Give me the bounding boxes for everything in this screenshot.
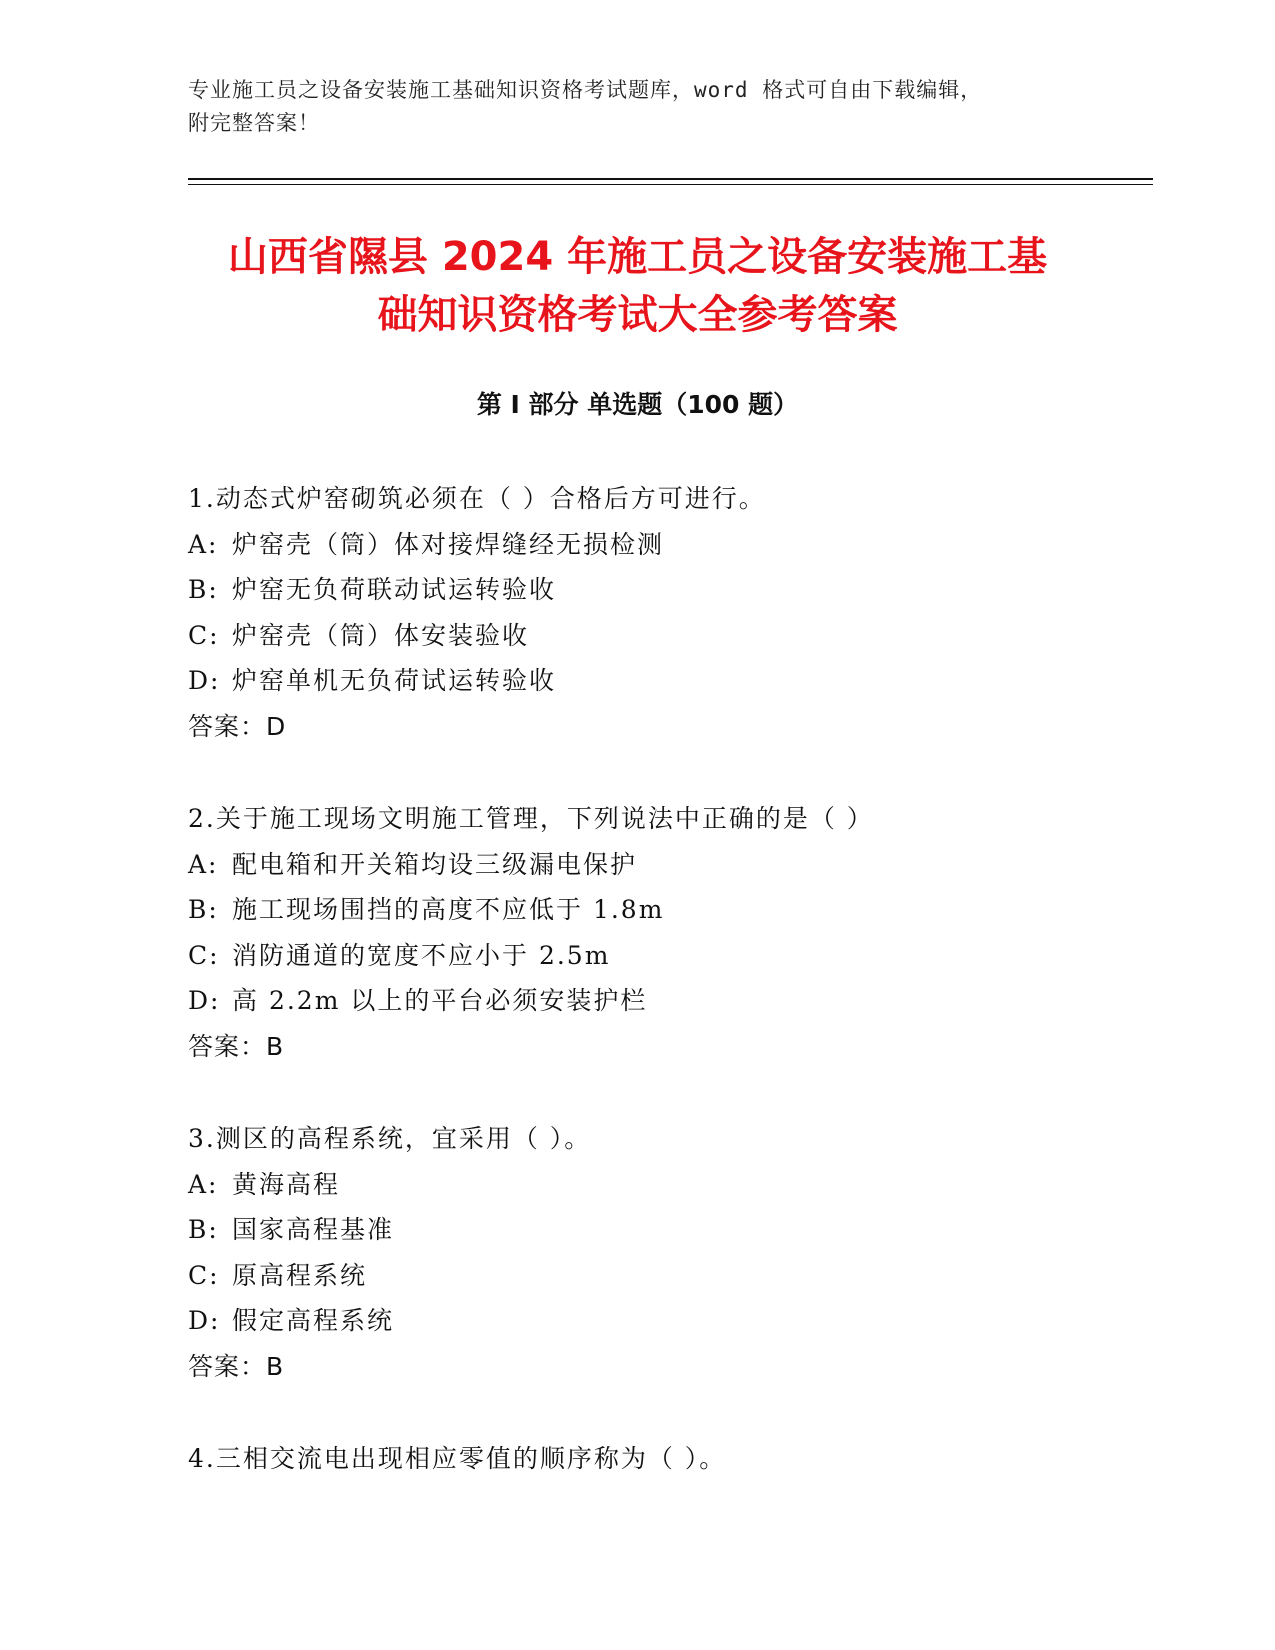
option-a — [188, 1162, 1148, 1208]
answer-label: 答案：D — [188, 711, 287, 741]
header-note-line2: 附完整答案！ — [188, 111, 320, 135]
question-4 — [188, 1436, 1148, 1482]
option-a — [188, 522, 1148, 568]
question-stem: 4.三相交流电出现相应零值的顺序称为（ ）。 — [188, 1444, 727, 1473]
option-text: 炉窑壳（筒）体安装验收 — [232, 620, 530, 650]
answer-label: 答案：B — [188, 1031, 285, 1061]
question-3 — [188, 1116, 1148, 1389]
option-letter: D: — [188, 666, 221, 695]
question-stem: 1.动态式炉窑砌筑必须在（ ）合格后方可进行。 — [188, 484, 766, 513]
option-d — [188, 1298, 1148, 1344]
option-text: 炉窑壳（筒）体对接焊缝经无损检测 — [232, 529, 665, 559]
option-text: 高 2.2m 以上的平台必须安装护栏 — [232, 986, 648, 1015]
option-letter: A: — [188, 1169, 219, 1199]
title-line1: 山西省隰县 2024 年施工员之设备安装施工基 — [227, 234, 1048, 280]
option-text: 国家高程基准 — [232, 1215, 395, 1244]
header-note-line1: 专业施工员之设备安装施工基础知识资格考试题库，word 格式可自由下载编辑， — [188, 78, 983, 102]
section-heading: 第 I 部分 单选题（100 题） — [476, 390, 799, 419]
option-letter: B: — [188, 575, 219, 604]
option-text: 配电箱和开关箱均设三级漏电保护 — [232, 849, 638, 879]
option-d — [188, 978, 1148, 1024]
document-title — [150, 228, 1125, 344]
question-stem: 3.测区的高程系统，宜采用（ ）。 — [188, 1124, 592, 1153]
option-letter: D: — [188, 986, 221, 1015]
header-rule-thick — [188, 178, 1153, 180]
option-letter: B: — [188, 895, 219, 924]
header-rule-thin — [188, 184, 1153, 185]
option-text: 炉窑单机无负荷试运转验收 — [232, 666, 557, 695]
question-2 — [188, 796, 1148, 1069]
question-1 — [188, 476, 1148, 749]
option-c — [188, 613, 1148, 659]
option-text: 假定高程系统 — [232, 1306, 395, 1335]
option-text: 炉窑无负荷联动试运转验收 — [232, 575, 557, 604]
option-letter: C: — [188, 620, 220, 650]
header-note — [188, 74, 1088, 140]
question-list — [188, 476, 1148, 1529]
option-letter: B: — [188, 1215, 219, 1244]
option-letter: A: — [188, 849, 219, 879]
option-letter: C: — [188, 1260, 220, 1290]
option-c — [188, 1253, 1148, 1299]
title-line2: 础知识资格考试大全参考答案 — [377, 292, 898, 338]
option-b — [188, 1207, 1148, 1253]
option-text: 施工现场围挡的高度不应低于 1.8m — [232, 895, 665, 924]
option-b — [188, 567, 1148, 613]
option-letter: A: — [188, 529, 219, 559]
option-d — [188, 658, 1148, 704]
option-text: 原高程系统 — [232, 1260, 368, 1290]
answer-label: 答案：B — [188, 1351, 285, 1381]
option-b — [188, 887, 1148, 933]
option-letter: D: — [188, 1306, 221, 1335]
question-stem: 2.关于施工现场文明施工管理，下列说法中正确的是（ ） — [188, 804, 874, 833]
option-text: 消防通道的宽度不应小于 2.5m — [232, 940, 611, 970]
option-a — [188, 842, 1148, 888]
option-letter: C: — [188, 940, 220, 970]
option-text: 黄海高程 — [232, 1169, 341, 1199]
option-c — [188, 933, 1148, 979]
